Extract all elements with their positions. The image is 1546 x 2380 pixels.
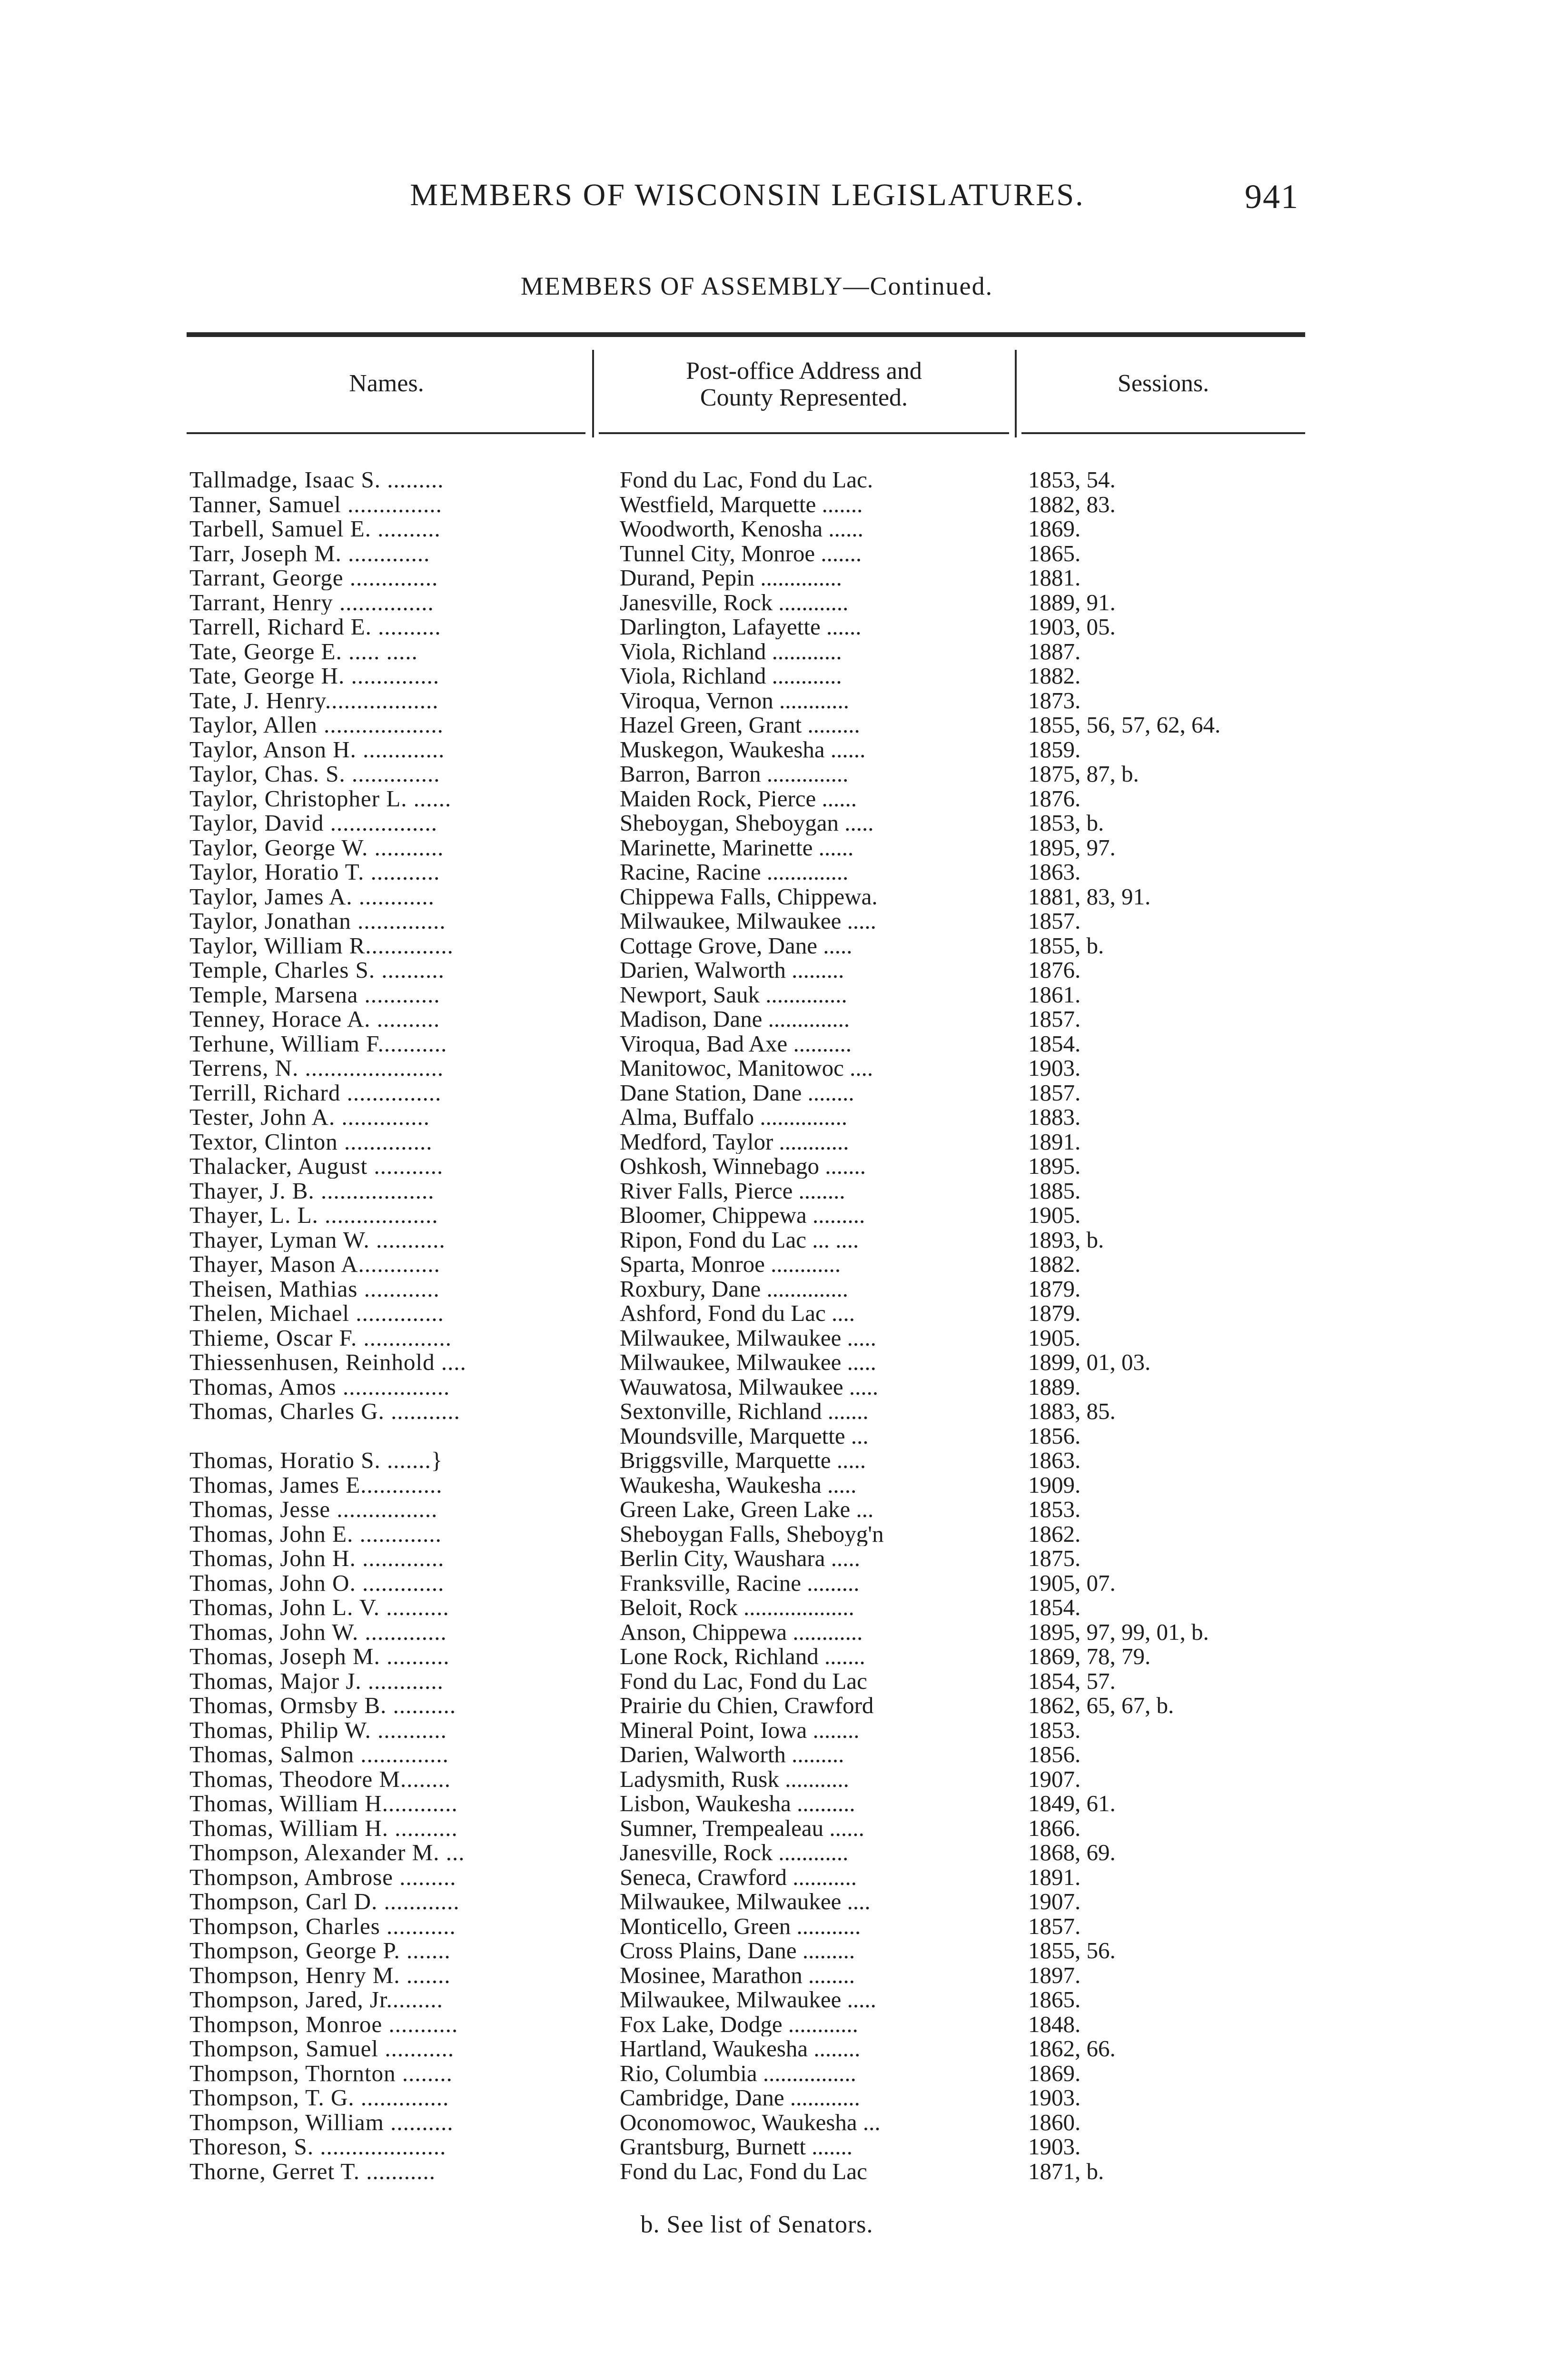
- member-sessions: 1899, 01, 03.: [1028, 1350, 1151, 1375]
- member-name: Tarbell, Samuel E. ..........: [189, 516, 441, 541]
- member-name: Thayer, J. B. ..................: [189, 1178, 435, 1203]
- member-sessions: 1862, 66.: [1028, 2036, 1116, 2061]
- member-name: Tate, George H. ..............: [189, 664, 440, 688]
- member-sessions: 1885.: [1028, 1178, 1081, 1203]
- member-sessions: 1887.: [1028, 639, 1081, 664]
- table-row: [0, 1301, 1546, 1326]
- member-address: Alma, Buffalo ...............: [620, 1105, 848, 1130]
- member-sessions: 1883, 85.: [1028, 1399, 1116, 1424]
- member-address: Wauwatosa, Milwaukee .....: [620, 1374, 879, 1399]
- table-row: [0, 909, 1546, 933]
- member-name: Thomas, Horatio S. .......}: [189, 1448, 443, 1473]
- member-sessions: 1853, b.: [1028, 811, 1104, 835]
- member-address: Anson, Chippewa ............: [620, 1619, 863, 1644]
- member-address: Darien, Walworth .........: [620, 958, 844, 982]
- member-sessions: 1907.: [1028, 1889, 1081, 1914]
- table-row: [0, 1007, 1546, 1031]
- member-sessions: 1893, b.: [1028, 1227, 1104, 1252]
- member-address: Barron, Barron ..............: [620, 762, 849, 786]
- member-name: Thompson, Ambrose .........: [189, 1864, 456, 1889]
- table-row: [0, 1056, 1546, 1081]
- table-row: [0, 2134, 1546, 2159]
- member-name: Taylor, Horatio T. ...........: [189, 860, 440, 884]
- table-row: [0, 541, 1546, 566]
- member-name: Thompson, Henry M. .......: [189, 1963, 451, 1987]
- member-name: Temple, Charles S. ..........: [189, 958, 445, 982]
- running-title: MEMBERS OF WISCONSIN LEGISLATURES.: [410, 178, 1085, 212]
- member-name: Thompson, Monroe ...........: [189, 2012, 458, 2036]
- member-address: Milwaukee, Milwaukee ....: [620, 1889, 871, 1914]
- table-row: [0, 1767, 1546, 1792]
- member-name: Thomas, John W. .............: [189, 1619, 447, 1644]
- table-row: [0, 1179, 1546, 1203]
- member-name: Thomas, John E. .............: [189, 1521, 442, 1546]
- member-name: Thomas, Charles G. ...........: [189, 1399, 460, 1424]
- member-address: Ashford, Fond du Lac ....: [620, 1301, 855, 1326]
- table-row: [0, 1669, 1546, 1694]
- member-address: Fond du Lac, Fond du Lac.: [620, 467, 873, 492]
- member-name: Taylor, James A. ............: [189, 884, 435, 909]
- member-sessions: 1868, 69.: [1028, 1840, 1116, 1865]
- member-name: Thelen, Michael ..............: [189, 1301, 444, 1326]
- member-name: Thiessenhusen, Reinhold ....: [189, 1350, 466, 1375]
- member-name: Thompson, T. G. ..............: [189, 2085, 449, 2110]
- member-sessions: 1860.: [1028, 2110, 1081, 2134]
- member-sessions: 1857.: [1028, 1080, 1081, 1105]
- member-sessions: 1863.: [1028, 860, 1081, 884]
- member-sessions: 1883.: [1028, 1105, 1081, 1130]
- member-address: Sextonville, Richland .......: [620, 1399, 869, 1424]
- member-address: Darien, Walworth .........: [620, 1742, 844, 1767]
- member-sessions: 1869.: [1028, 2061, 1081, 2085]
- member-address: Viola, Richland ............: [620, 664, 842, 688]
- member-name: Temple, Marsena ............: [189, 982, 440, 1007]
- member-name: Tallmadge, Isaac S. .........: [189, 467, 444, 492]
- member-address: Mineral Point, Iowa ........: [620, 1717, 860, 1742]
- member-address: Berlin City, Waushara .....: [620, 1546, 861, 1571]
- table-row: [0, 2012, 1546, 2037]
- member-name: Thomas, Ormsby B. ..........: [189, 1693, 456, 1718]
- member-sessions: 1854.: [1028, 1031, 1081, 1056]
- member-address: Rio, Columbia ................: [620, 2061, 856, 2085]
- member-sessions: 1891.: [1028, 1129, 1081, 1154]
- table-row: [0, 1865, 1546, 1890]
- member-address: Woodworth, Kenosha ......: [620, 516, 863, 541]
- member-sessions: 1869.: [1028, 516, 1081, 541]
- member-sessions: 1862, 65, 67, b.: [1028, 1693, 1174, 1718]
- member-sessions: 1861.: [1028, 982, 1081, 1007]
- member-address: Milwaukee, Milwaukee .....: [620, 1987, 876, 2012]
- member-sessions: 1854.: [1028, 1595, 1081, 1620]
- member-sessions: 1853.: [1028, 1497, 1081, 1522]
- table-row: [0, 1473, 1546, 1497]
- table-row: [0, 1228, 1546, 1252]
- member-address: Monticello, Green ...........: [620, 1914, 861, 1938]
- table-row: [0, 1252, 1546, 1277]
- member-name: Tarrant, Henry ...............: [189, 590, 434, 615]
- table-row: [0, 1424, 1546, 1448]
- table-row: [0, 590, 1546, 615]
- member-name: Tarr, Joseph M. .............: [189, 541, 430, 565]
- member-sessions: 1879.: [1028, 1276, 1081, 1301]
- member-sessions: 1862.: [1028, 1521, 1081, 1546]
- member-name: Tate, J. Henry..................: [189, 688, 439, 713]
- member-name: Thomas, William H............: [189, 1791, 458, 1816]
- member-sessions: 1895, 97, 99, 01, b.: [1028, 1619, 1209, 1644]
- table-row: [0, 1914, 1546, 1939]
- member-sessions: 1903.: [1028, 2134, 1081, 2159]
- member-sessions: 1857.: [1028, 1914, 1081, 1938]
- table-row: [0, 688, 1546, 713]
- table-row: [0, 884, 1546, 909]
- table-row: [0, 1497, 1546, 1522]
- member-address: Bloomer, Chippewa .........: [620, 1203, 865, 1228]
- table-row: [0, 1326, 1546, 1350]
- member-name: Tanner, Samuel ...............: [189, 492, 442, 516]
- table-row: [0, 1595, 1546, 1620]
- member-sessions: 1857.: [1028, 909, 1081, 933]
- member-sessions: 1891.: [1028, 1864, 1081, 1889]
- member-name: Tarrant, George ..............: [189, 565, 438, 590]
- table-row: [0, 1081, 1546, 1105]
- member-sessions: 1907.: [1028, 1766, 1081, 1791]
- footnote: b. See list of Senators.: [640, 2211, 873, 2238]
- table-row: [0, 762, 1546, 786]
- column-header-address: [599, 358, 1009, 411]
- table-row: [0, 811, 1546, 835]
- member-address: Medford, Taylor ............: [620, 1129, 849, 1154]
- member-address: Franksville, Racine .........: [620, 1570, 860, 1595]
- member-address: Fond du Lac, Fond du Lac: [620, 2159, 867, 2183]
- member-sessions: 1865.: [1028, 1987, 1081, 2012]
- member-address: Milwaukee, Milwaukee .....: [620, 909, 876, 933]
- member-address: Seneca, Crawford ...........: [620, 1864, 857, 1889]
- member-sessions: 1848.: [1028, 2012, 1081, 2036]
- member-sessions: 1881, 83, 91.: [1028, 884, 1151, 909]
- table-row: [0, 1375, 1546, 1399]
- member-name: Thomas, Salmon ..............: [189, 1742, 449, 1767]
- member-name: Taylor, Chas. S. ..............: [189, 762, 440, 786]
- member-sessions: 1855, 56, 57, 62, 64.: [1028, 713, 1221, 737]
- member-address: Hazel Green, Grant .........: [620, 713, 860, 737]
- member-sessions: 1881.: [1028, 565, 1081, 590]
- member-address: Fox Lake, Dodge ............: [620, 2012, 858, 2036]
- header-underline: [599, 432, 1009, 434]
- member-address: Hartland, Waukesha ........: [620, 2036, 861, 2061]
- table-row: [0, 2085, 1546, 2110]
- table-row: [0, 1693, 1546, 1718]
- member-sessions: 1856.: [1028, 1423, 1081, 1448]
- member-sessions: 1856.: [1028, 1742, 1081, 1767]
- member-sessions: 1875, 87, b.: [1028, 762, 1139, 786]
- table-row: [0, 1816, 1546, 1841]
- member-name: Thompson, Thornton ........: [189, 2061, 453, 2085]
- member-address: Muskegon, Waukesha ......: [620, 737, 866, 762]
- member-address: Prairie du Chien, Crawford: [620, 1693, 874, 1718]
- table-row: [0, 1031, 1546, 1056]
- member-address: River Falls, Pierce ........: [620, 1178, 845, 1203]
- member-sessions: 1905.: [1028, 1203, 1081, 1228]
- member-name: Thalacker, August ...........: [189, 1154, 444, 1179]
- member-address: Chippewa Falls, Chippewa.: [620, 884, 878, 909]
- member-name: Thomas, William H. ..........: [189, 1815, 458, 1840]
- member-name: Thomas, Amos .................: [189, 1374, 450, 1399]
- member-name: Thomas, Theodore M........: [189, 1766, 451, 1791]
- table-row: [0, 1742, 1546, 1767]
- member-address: Green Lake, Green Lake ...: [620, 1497, 874, 1522]
- member-address: Maiden Rock, Pierce ......: [620, 786, 857, 811]
- table-row: [0, 492, 1546, 517]
- member-address: Dane Station, Dane ........: [620, 1080, 854, 1105]
- member-sessions: 1882, 83.: [1028, 492, 1116, 516]
- members-table-body: [0, 467, 1546, 2183]
- member-address: Tunnel City, Monroe .......: [620, 541, 862, 565]
- table-row: [0, 1620, 1546, 1645]
- member-address: Beloit, Rock ...................: [620, 1595, 854, 1620]
- member-sessions: 1853.: [1028, 1717, 1081, 1742]
- member-address: Milwaukee, Milwaukee .....: [620, 1350, 876, 1375]
- member-name: Thoreson, S. ....................: [189, 2134, 446, 2159]
- member-name: Taylor, Jonathan ..............: [189, 909, 446, 933]
- header-underline: [1021, 432, 1305, 434]
- member-address: Viola, Richland ............: [620, 639, 842, 664]
- member-name: Thomas, John L. V. ..........: [189, 1595, 449, 1620]
- member-name: Taylor, Allen ...................: [189, 713, 444, 737]
- member-name: Thomas, Jesse ................: [189, 1497, 438, 1522]
- table-row: [0, 713, 1546, 737]
- member-sessions: 1876.: [1028, 786, 1081, 811]
- member-sessions: 1859.: [1028, 737, 1081, 762]
- member-sessions: 1863.: [1028, 1448, 1081, 1473]
- table-row: [0, 958, 1546, 982]
- table-row: [0, 1791, 1546, 1816]
- member-sessions: 1895, 97.: [1028, 835, 1116, 860]
- member-sessions: 1854, 57.: [1028, 1668, 1116, 1693]
- table-row: [0, 1963, 1546, 1988]
- member-sessions: 1882.: [1028, 1252, 1081, 1277]
- member-address: Westfield, Marquette .......: [620, 492, 863, 516]
- member-name: Tarrell, Richard E. ..........: [189, 615, 441, 639]
- member-name: Thompson, George P. .......: [189, 1938, 451, 1963]
- member-address: Marinette, Marinette ......: [620, 835, 854, 860]
- member-sessions: 1882.: [1028, 664, 1081, 688]
- member-address: Fond du Lac, Fond du Lac: [620, 1668, 867, 1693]
- member-sessions: 1903.: [1028, 1056, 1081, 1081]
- member-sessions: 1903, 05.: [1028, 615, 1116, 639]
- member-sessions: 1889, 91.: [1028, 590, 1116, 615]
- member-name: Taylor, William R..............: [189, 933, 454, 958]
- member-address: Moundsville, Marquette ...: [620, 1423, 869, 1448]
- table-row: [0, 933, 1546, 958]
- member-sessions: 1879.: [1028, 1301, 1081, 1326]
- member-address: Janesville, Rock ............: [620, 590, 849, 615]
- table-row: [0, 1718, 1546, 1743]
- table-row: [0, 1154, 1546, 1179]
- table-row: [0, 516, 1546, 541]
- table-row: [0, 786, 1546, 811]
- column-header-address-line2: County Represented.: [700, 384, 908, 411]
- member-address: Manitowoc, Manitowoc ....: [620, 1056, 873, 1081]
- table-row: [0, 1840, 1546, 1865]
- member-name: Terrens, N. ......................: [189, 1056, 444, 1081]
- table-row: [0, 835, 1546, 860]
- table-row: [0, 1644, 1546, 1669]
- member-name: Terrill, Richard ...............: [189, 1080, 442, 1105]
- column-divider: [1015, 350, 1017, 437]
- member-address: Cottage Grove, Dane .....: [620, 933, 852, 958]
- member-name: Thompson, Samuel ...........: [189, 2036, 455, 2061]
- member-address: Briggsville, Marquette .....: [620, 1448, 866, 1473]
- column-header-names: Names.: [349, 370, 424, 397]
- member-name: Thomas, James E.............: [189, 1472, 443, 1497]
- member-address: Newport, Sauk ..............: [620, 982, 847, 1007]
- member-sessions: 1903.: [1028, 2085, 1081, 2110]
- table-row: [0, 639, 1546, 664]
- member-address: Viroqua, Vernon ............: [620, 688, 850, 713]
- table-row: [0, 982, 1546, 1007]
- member-sessions: 1905, 07.: [1028, 1570, 1116, 1595]
- member-address: Sumner, Trempealeau ......: [620, 1815, 864, 1840]
- member-name: Thomas, Major J. ............: [189, 1668, 444, 1693]
- member-name: Taylor, George W. ...........: [189, 835, 444, 860]
- member-address: Sparta, Monroe ............: [620, 1252, 841, 1277]
- table-row: [0, 1277, 1546, 1301]
- member-address: Mosinee, Marathon ........: [620, 1963, 855, 1987]
- member-address: Lone Rock, Richland .......: [620, 1644, 865, 1669]
- member-address: Durand, Pepin ..............: [620, 565, 842, 590]
- member-sessions: 1869, 78, 79.: [1028, 1644, 1151, 1669]
- member-name: Thompson, Charles ...........: [189, 1914, 456, 1938]
- member-name: Thompson, Carl D. ............: [189, 1889, 460, 1914]
- member-address: Viroqua, Bad Axe ..........: [620, 1031, 852, 1056]
- member-address: Madison, Dane ..............: [620, 1007, 850, 1031]
- table-row: [0, 1889, 1546, 1914]
- header-underline: [187, 432, 585, 434]
- section-subtitle: MEMBERS OF ASSEMBLY—Continued.: [520, 272, 993, 300]
- member-name: Thayer, Mason A.............: [189, 1252, 440, 1277]
- member-name: Taylor, David .................: [189, 811, 437, 835]
- table-top-rule: [187, 332, 1305, 337]
- member-sessions: 1905.: [1028, 1325, 1081, 1350]
- column-header-address-line1: Post-office Address and: [686, 357, 922, 385]
- table-row: [0, 1571, 1546, 1596]
- member-address: Cambridge, Dane ............: [620, 2085, 860, 2110]
- member-address: Ladysmith, Rusk ...........: [620, 1766, 849, 1791]
- table-row: [0, 2061, 1546, 2086]
- member-name: Thayer, Lyman W. ...........: [189, 1227, 446, 1252]
- member-address: Oconomowoc, Waukesha ...: [620, 2110, 881, 2134]
- member-address: Sheboygan Falls, Sheboyg'n: [620, 1521, 884, 1546]
- table-row: [0, 664, 1546, 688]
- table-row: [0, 2036, 1546, 2061]
- member-sessions: 1876.: [1028, 958, 1081, 982]
- member-address: Darlington, Lafayette ......: [620, 615, 862, 639]
- member-sessions: 1857.: [1028, 1007, 1081, 1031]
- table-row: [0, 1987, 1546, 2012]
- table-row: [0, 1105, 1546, 1130]
- member-name: Tenney, Horace A. ..........: [189, 1007, 440, 1031]
- member-sessions: 1865.: [1028, 541, 1081, 565]
- member-address: Grantsburg, Burnett .......: [620, 2134, 853, 2159]
- member-address: Milwaukee, Milwaukee .....: [620, 1325, 876, 1350]
- table-row: [0, 565, 1546, 590]
- table-row: [0, 1448, 1546, 1473]
- member-sessions: 1909.: [1028, 1472, 1081, 1497]
- member-name: Thomas, John O. .............: [189, 1570, 445, 1595]
- member-address: Oshkosh, Winnebago .......: [620, 1154, 866, 1179]
- page-number: 941: [1245, 178, 1299, 216]
- member-sessions: 1889.: [1028, 1374, 1081, 1399]
- table-row: [0, 1938, 1546, 1963]
- table-row: [0, 1350, 1546, 1375]
- member-sessions: 1866.: [1028, 1815, 1081, 1840]
- table-row: [0, 1522, 1546, 1547]
- member-sessions: 1897.: [1028, 1963, 1081, 1987]
- member-sessions: 1855, 56.: [1028, 1938, 1116, 1963]
- member-name: Textor, Clinton ..............: [189, 1129, 433, 1154]
- member-address: Cross Plains, Dane .........: [620, 1938, 855, 1963]
- member-name: Thompson, Jared, Jr.........: [189, 1987, 443, 2012]
- member-sessions: 1849, 61.: [1028, 1791, 1116, 1816]
- member-name: Taylor, Christopher L. ......: [189, 786, 452, 811]
- table-row: [0, 1130, 1546, 1154]
- member-name: Taylor, Anson H. .............: [189, 737, 445, 762]
- member-name: Thomas, Philip W. ...........: [189, 1717, 447, 1742]
- member-address: Ripon, Fond du Lac ... ....: [620, 1227, 859, 1252]
- member-name: Terhune, William F...........: [189, 1031, 447, 1056]
- member-name: Theisen, Mathias ............: [189, 1276, 440, 1301]
- table-row: [0, 615, 1546, 639]
- member-name: Thieme, Oscar F. ..............: [189, 1325, 452, 1350]
- member-name: Thompson, William ..........: [189, 2110, 454, 2134]
- member-name: Thorne, Gerret T. ...........: [189, 2159, 436, 2183]
- member-name: Thomas, Joseph M. ..........: [189, 1644, 450, 1669]
- table-row: [0, 737, 1546, 762]
- member-sessions: 1873.: [1028, 688, 1081, 713]
- member-address: Janesville, Rock ............: [620, 1840, 849, 1865]
- member-sessions: 1875.: [1028, 1546, 1081, 1571]
- table-row: [0, 2110, 1546, 2135]
- table-row: [0, 860, 1546, 884]
- table-row: [0, 1203, 1546, 1228]
- member-name: Thomas, John H. .............: [189, 1546, 445, 1571]
- member-name: Thayer, L. L. ..................: [189, 1203, 438, 1228]
- member-address: Racine, Racine ..............: [620, 860, 849, 884]
- table-row: [0, 467, 1546, 492]
- member-sessions: 1871, b.: [1028, 2159, 1104, 2183]
- member-address: Waukesha, Waukesha .....: [620, 1472, 857, 1497]
- member-address: Roxbury, Dane ..............: [620, 1276, 848, 1301]
- member-name: Tate, George E. ..... .....: [189, 639, 418, 664]
- column-divider: [592, 350, 594, 437]
- table-row: [0, 1546, 1546, 1571]
- member-name: Tester, John A. ..............: [189, 1105, 430, 1130]
- member-sessions: 1855, b.: [1028, 933, 1104, 958]
- table-row: [0, 1399, 1546, 1424]
- member-address: Lisbon, Waukesha ..........: [620, 1791, 855, 1816]
- member-address: Sheboygan, Sheboygan .....: [620, 811, 874, 835]
- member-sessions: 1853, 54.: [1028, 467, 1116, 492]
- table-row: [0, 2159, 1546, 2184]
- column-header-sessions: Sessions.: [1117, 370, 1209, 397]
- member-sessions: 1895.: [1028, 1154, 1081, 1179]
- member-name: Thompson, Alexander M. ...: [189, 1840, 465, 1865]
